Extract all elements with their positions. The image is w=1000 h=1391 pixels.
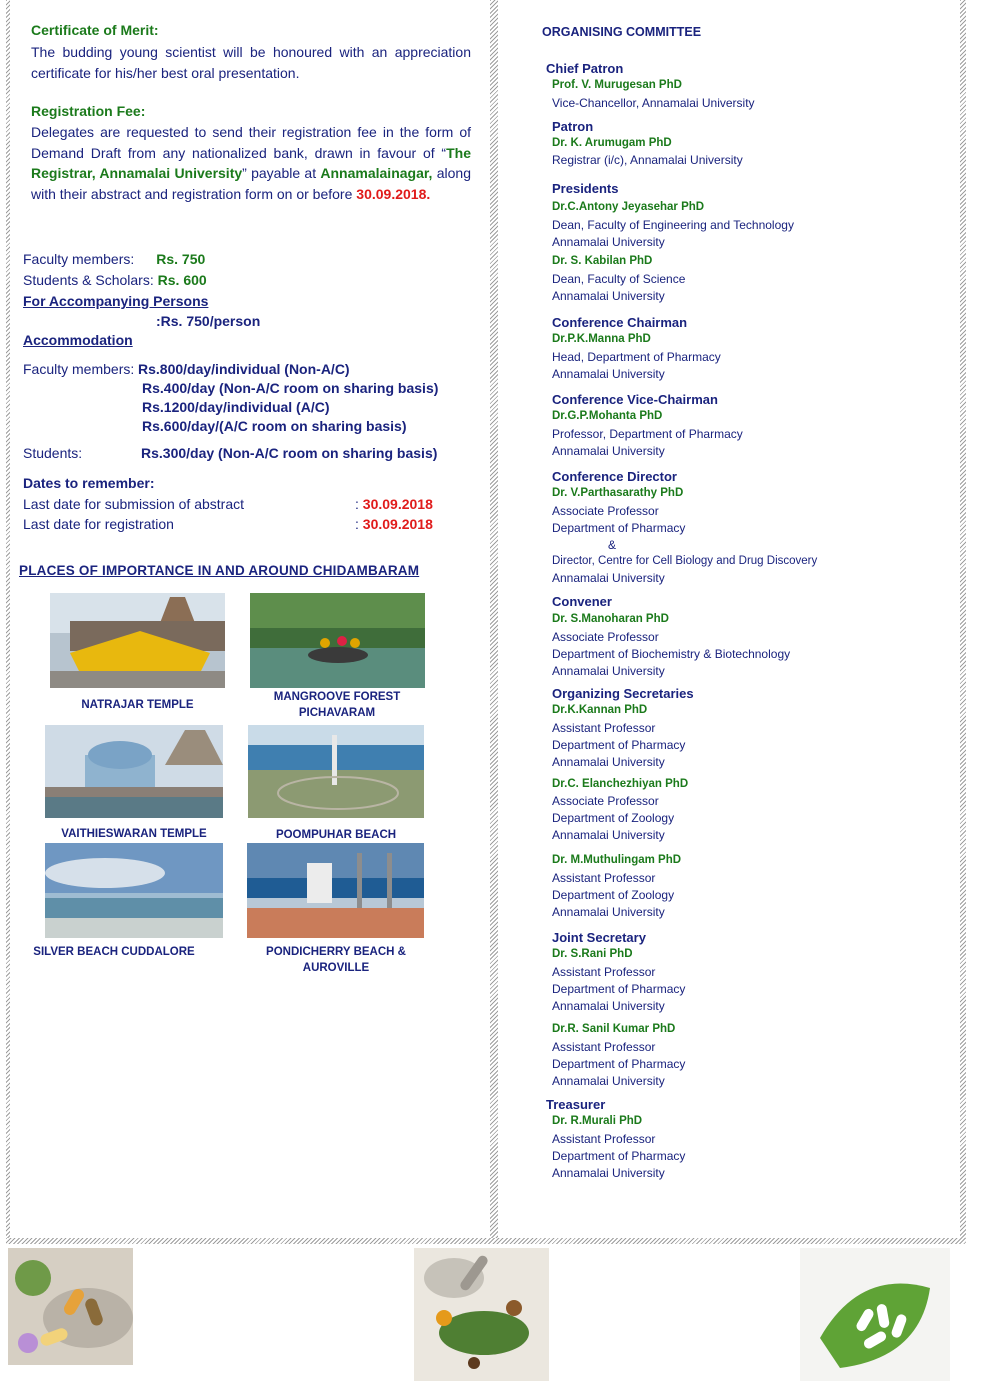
member-detail: Assistant Professor xyxy=(552,721,656,735)
fee-students xyxy=(23,272,207,288)
fee-faculty xyxy=(23,251,205,267)
date-label: Last date for registration xyxy=(23,516,174,532)
accompanying-label: For Accompanying Persons xyxy=(23,293,209,309)
member-detail: Assistant Professor xyxy=(552,1132,656,1146)
reg-payee: The Registrar, Annamalai University xyxy=(31,144,471,181)
member-detail: Department of Pharmacy xyxy=(552,1149,686,1163)
member-name: Prof. V. Murugesan PhD xyxy=(552,79,682,91)
role-chief-patron: Chief Patron xyxy=(546,61,624,76)
role-secretaries: Organizing Secretaries xyxy=(552,686,694,701)
place-caption: PONDICHERRY BEACH & AUROVILLE xyxy=(266,946,406,974)
role-chairman: Conference Chairman xyxy=(552,315,688,330)
registration-text xyxy=(31,122,471,204)
member-name: Dr. K. Arumugam PhD xyxy=(552,137,672,149)
member-detail: Assistant Professor xyxy=(552,1040,656,1054)
place-caption: VAITHIESWARAN TEMPLE xyxy=(61,828,207,840)
leaf-pills-photo xyxy=(800,1248,950,1381)
fee-students-label: Students & Scholars: xyxy=(23,272,158,288)
role-joint-secretary: Joint Secretary xyxy=(552,930,646,945)
role-presidents: Presidents xyxy=(552,181,619,196)
role-director: Conference Director xyxy=(552,469,677,484)
place-caption: SILVER BEACH CUDDALORE xyxy=(33,946,195,958)
member-detail: Department of Pharmacy xyxy=(552,1057,686,1071)
member-detail: Department of Biochemistry & Biotechnology xyxy=(552,647,791,661)
vaithieswaran-temple-photo xyxy=(45,725,223,818)
places-title: PLACES OF IMPORTANCE IN AND AROUND CHIDAMBARAM xyxy=(19,563,420,578)
acc-students-rate: Rs.300/day (Non-A/C room on sharing basis) xyxy=(141,445,438,461)
accompanying-value: :Rs. 750/person xyxy=(156,313,261,329)
member-detail: Dean, Faculty of Engineering and Technology xyxy=(552,218,794,232)
member-name: Dr.G.P.Mohanta PhD xyxy=(552,410,663,422)
silver-beach-photo xyxy=(45,843,223,938)
place-caption: POOMPUHAR BEACH xyxy=(275,829,397,841)
reg-text-part: Delegates are requested to send their registration fee in the form of Demand Draft from any nationalized bank, drawn in favour of “ xyxy=(31,124,471,161)
member-name: Dr. S.Rani PhD xyxy=(552,948,633,960)
member-detail: Annamalai University xyxy=(552,289,665,303)
acc-rate: Rs.600/day/(A/C room on sharing basis) xyxy=(142,418,407,434)
reg-place: Annamalainagar, xyxy=(320,165,433,181)
natrajar-temple-photo xyxy=(50,593,225,688)
member-detail: Director, Centre for Cell Biology and Drug Discovery xyxy=(552,555,818,567)
dates-heading: Dates to remember: xyxy=(23,475,155,491)
member-detail: Annamalai University xyxy=(552,367,665,381)
accommodation-label: Accommodation xyxy=(23,332,133,348)
date-value: : 30.09.2018 xyxy=(355,496,433,512)
reg-date: 30.09.2018. xyxy=(356,185,431,202)
mortar-herbs-photo xyxy=(414,1248,549,1381)
member-name: Dr.P.K.Manna PhD xyxy=(552,333,651,345)
fee-students-value: Rs. 600 xyxy=(157,272,207,288)
date-value-text: 30.09.2018 xyxy=(362,496,433,512)
member-detail: Assistant Professor xyxy=(552,965,656,979)
date-value-text: 30.09.2018 xyxy=(362,516,433,532)
role-patron: Patron xyxy=(552,119,594,134)
member-detail: Department of Pharmacy xyxy=(552,738,686,752)
member-detail: Annamalai University xyxy=(552,905,665,919)
member-detail: Dean, Faculty of Science xyxy=(552,272,686,286)
registration-heading: Registration Fee: xyxy=(31,103,146,119)
committee-title: ORGANISING COMMITTEE xyxy=(542,25,702,39)
reg-text-part: along with their abstract and registration form on or before xyxy=(31,165,471,202)
member-name: Dr.C. Elanchezhiyan PhD xyxy=(552,778,689,790)
member-detail: Assistant Professor xyxy=(552,871,656,885)
member-detail: Associate Professor xyxy=(552,630,659,644)
member-detail: Annamalai University xyxy=(552,1074,665,1088)
date-value: : 30.09.2018 xyxy=(355,516,433,532)
member-detail: Registrar (i/c), Annamalai University xyxy=(552,153,743,167)
poompuhar-beach-photo xyxy=(248,725,424,818)
certificate-heading: Certificate of Merit: xyxy=(31,22,159,38)
member-detail: Annamalai University xyxy=(552,571,665,585)
border-right xyxy=(960,0,966,1244)
herbal-capsules-photo xyxy=(8,1248,133,1365)
border-divider xyxy=(490,0,498,1244)
member-detail: Department of Zoology xyxy=(552,888,675,902)
mangrove-forest-photo xyxy=(250,593,425,688)
role-convener: Convener xyxy=(552,594,612,609)
member-detail: Annamalai University xyxy=(552,999,665,1013)
member-detail: Annamalai University xyxy=(552,828,665,842)
certificate-text: The budding young scientist will be honoured with an appreciation certificate for his/her best oral presentation. xyxy=(31,44,471,81)
member-detail: Annamalai University xyxy=(552,1166,665,1180)
member-detail: Associate Professor xyxy=(552,504,659,518)
reg-text-part: ” payable at xyxy=(242,165,321,181)
acc-rate: Rs.800/day/individual (Non-A/C) xyxy=(138,361,350,377)
fee-faculty-label: Faculty members: xyxy=(23,251,135,267)
role-treasurer: Treasurer xyxy=(546,1097,606,1112)
pondicherry-beach-photo xyxy=(247,843,424,938)
member-name: Dr. S. Kabilan PhD xyxy=(552,255,653,267)
acc-rate: Rs.400/day (Non-A/C room on sharing basis) xyxy=(142,380,439,396)
member-name: Dr. S.Manoharan PhD xyxy=(552,613,669,625)
member-detail: Department of Pharmacy xyxy=(552,982,686,996)
acc-students-label: Students: xyxy=(23,445,83,461)
member-name: Dr. R.Murali PhD xyxy=(552,1115,643,1127)
member-name: Dr.K.Kannan PhD xyxy=(552,704,648,716)
date-label: Last date for submission of abstract xyxy=(23,496,244,512)
acc-faculty-label: Faculty members: xyxy=(23,361,135,377)
member-detail: Annamalai University xyxy=(552,444,665,458)
member-detail: Department of Zoology xyxy=(552,811,675,825)
member-detail: Associate Professor xyxy=(552,794,659,808)
member-detail: Vice-Chancellor, Annamalai University xyxy=(552,96,755,110)
member-detail: & xyxy=(608,538,617,552)
member-detail: Head, Department of Pharmacy xyxy=(552,350,721,364)
fee-faculty-value: Rs. 750 xyxy=(156,251,206,267)
place-caption: NATRAJAR TEMPLE xyxy=(81,699,194,711)
member-name: Dr. V.Parthasarathy PhD xyxy=(552,487,684,499)
member-detail: Professor, Department of Pharmacy xyxy=(552,427,743,441)
border-top-left xyxy=(6,0,10,1244)
place-caption: MANGROOVE FOREST PICHAVARAM xyxy=(273,691,401,719)
role-vice-chairman: Conference Vice-Chairman xyxy=(552,392,718,407)
member-detail: Annamalai University xyxy=(552,755,665,769)
member-name: Dr.R. Sanil Kumar PhD xyxy=(552,1023,676,1035)
member-detail: Annamalai University xyxy=(552,235,665,249)
member-name: Dr. M.Muthulingam PhD xyxy=(552,854,682,866)
member-detail: Annamalai University xyxy=(552,664,665,678)
member-name: Dr.C.Antony Jeyasehar PhD xyxy=(552,201,705,213)
border-bottom xyxy=(6,1238,966,1244)
member-detail: Department of Pharmacy xyxy=(552,521,686,535)
acc-rate: Rs.1200/day/individual (A/C) xyxy=(142,399,330,415)
